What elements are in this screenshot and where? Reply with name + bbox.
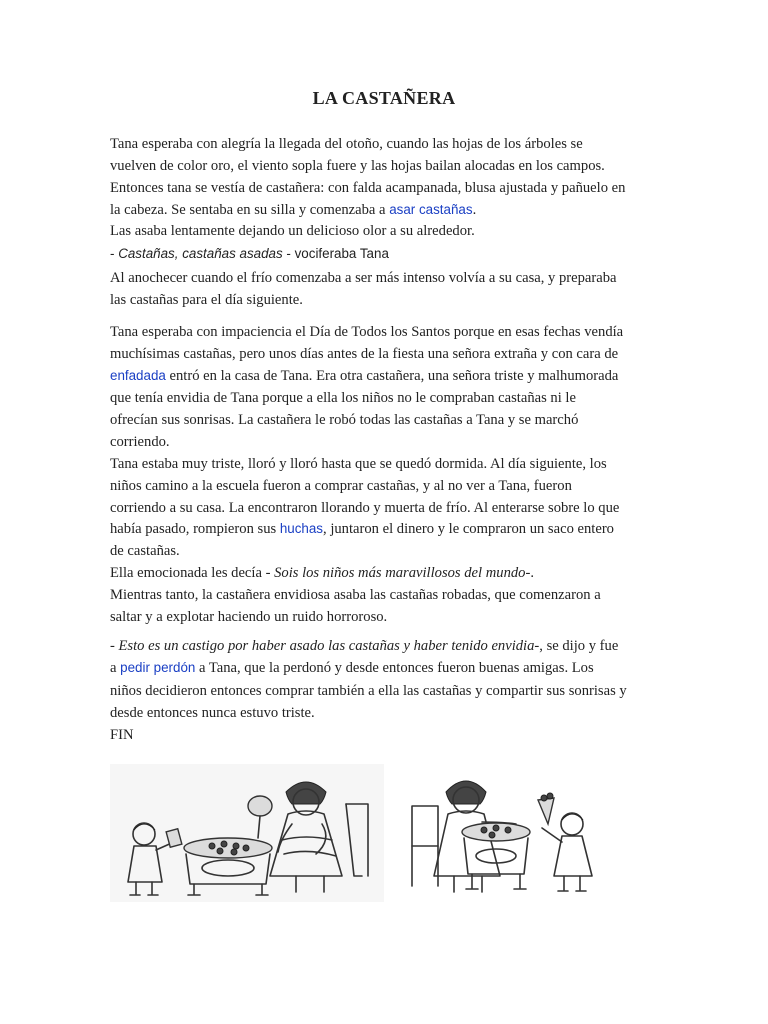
text-line: niños camino a la escuela fueron a comprar castañas, y al no ver a Tana, fueron bbox=[110, 478, 572, 494]
text-line: había pasado, rompieron sus huchas, juntaron el dinero y le compraron un saco entero bbox=[110, 521, 614, 537]
text-line: Entonces tana se vestía de castañera: con falda acampanada, blusa ajustada y pañuelo en bbox=[110, 180, 626, 196]
link-enfadada[interactable]: enfadada bbox=[110, 368, 166, 383]
text-line: corriendo a su casa. La encontraron llorando y muerta de frío. Al enterarse sobre lo que bbox=[110, 500, 620, 516]
text-line: ofrecían sus sonrisas. La castañera le robó todas las castañas a Tana y se marchó bbox=[110, 412, 579, 428]
text-line: vuelven de color oro, el viento sopla fuere y las hojas bailan alocadas en los campos. bbox=[110, 158, 605, 174]
text-line: la cabeza. Se sentaba en su silla y comenzaba a asar castañas. bbox=[110, 202, 477, 218]
text-line: Al anochecer cuando el frío comenzaba a ser más intenso volvía a su casa, y preparaba bbox=[110, 270, 617, 286]
text-line: Tana esperaba con alegría la llegada del otoño, cuando las hojas de los árboles se bbox=[110, 136, 583, 152]
text-line: desde entonces nunca estuvo triste. bbox=[110, 705, 315, 721]
text-line: corriendo. bbox=[110, 434, 170, 450]
text-line: Tana estaba muy triste, lloró y lloró hasta que se quedó dormida. Al día siguiente, los bbox=[110, 456, 607, 472]
end-marker: FIN bbox=[110, 727, 134, 743]
castanera-giving-chestnuts-illustration bbox=[404, 764, 616, 902]
text-line: Ella emocionada les decía - Sois los niños más maravillosos del mundo-. bbox=[110, 565, 534, 581]
text-line: niños decidieron entonces comprar también a ella las castañas y compartir sus sonrisas y bbox=[110, 683, 627, 699]
text-line: muchísimas castañas, pero unos días antes de la fiesta una señora extraña y con cara de bbox=[110, 346, 619, 362]
text-line: - Esto es un castigo por haber asado las castañas y haber tenido envidia-, se dijo y fue bbox=[110, 638, 619, 654]
link-asar-castanas[interactable]: asar castañas bbox=[389, 202, 473, 217]
text-line: enfadada entró en la casa de Tana. Era otra castañera, una señora triste y malhumorada bbox=[110, 368, 619, 384]
text-line: de castañas. bbox=[110, 543, 180, 559]
text-line: saltar y a explotar haciendo un ruido horroroso. bbox=[110, 609, 388, 625]
text-line: Las asaba lentamente dejando un delicioso olor a su alrededor. bbox=[110, 223, 475, 239]
text-line: las castañas para el día siguiente. bbox=[110, 292, 303, 308]
link-pedir-perdon[interactable]: pedir perdón bbox=[120, 660, 196, 675]
text-line: a pedir perdón a Tana, que la perdonó y desde entonces fueron buenas amigas. Los bbox=[110, 660, 594, 676]
text-line: Mientras tanto, la castañera envidiosa asaba las castañas robadas, que comenzaron a bbox=[110, 587, 601, 603]
page-title: LA CASTAÑERA bbox=[312, 88, 456, 108]
text-line: - Castañas, castañas asadas - vociferaba Tana bbox=[110, 246, 389, 261]
text-line: Tana esperaba con impaciencia el Día de Todos los Santos porque en esas fechas vendía bbox=[110, 324, 624, 340]
text-line: que tenía envidia de Tana porque a ella los niños no le compraban castañas ni le bbox=[110, 390, 576, 406]
link-huchas[interactable]: huchas bbox=[279, 521, 324, 536]
castanera-selling-to-child-illustration bbox=[110, 764, 384, 902]
